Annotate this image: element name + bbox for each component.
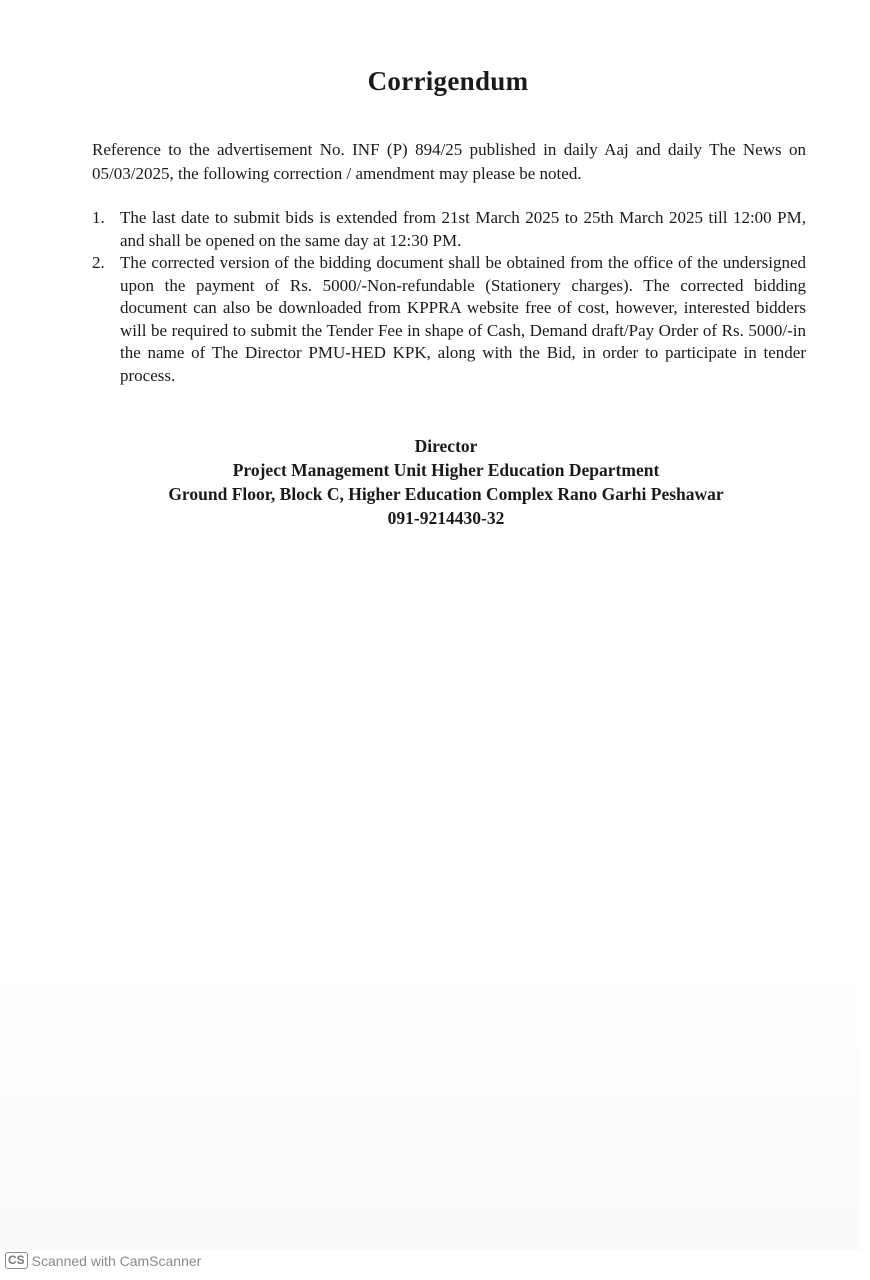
scanner-watermark — [5, 1252, 201, 1269]
list-item — [92, 207, 806, 252]
list-item-text: The corrected version of the bidding document shall be obtained from the office of the undersigned upon the payment of Rs. 5000/-Non-refundable (Stationery charges). The corrected bidding document can also be downloaded from KPPRA website free of cost, however, interested bidders will be required to submit the Tender Fee in shape of Cash, Demand draft/Pay Order of Rs. 5000/-in the name of The Director PMU-HED KPK, along with the Bid, in order to participate in tender process. — [120, 253, 806, 385]
list-item-text: The last date to submit bids is extended from 21st March 2025 to 25th March 2025 till 12:00 PM, and shall be opened on the same day at 12:30 PM. — [120, 208, 806, 250]
camscanner-logo-icon: CS — [5, 1252, 28, 1269]
page-title: Corrigendum — [367, 66, 529, 96]
scan-shadow — [0, 960, 860, 1250]
list-item — [92, 252, 806, 387]
scanner-text: Scanned with CamScanner — [31, 1252, 202, 1269]
signature-block — [0, 434, 870, 530]
signatory-phone: 091-9214430-32 — [387, 508, 505, 528]
reference-paragraph: Reference to the advertisement No. INF (P) 894/25 published in daily Aaj and daily The News on 05/03/2025, the following correction / amendment may please be noted. — [92, 140, 806, 183]
signatory-address: Ground Floor, Block C, Higher Education Complex Rano Garhi Peshawar — [168, 484, 724, 504]
list-item-number: 1. — [92, 208, 105, 227]
signatory-designation: Director — [414, 436, 478, 456]
corrections-list — [92, 207, 806, 387]
list-item-number: 2. — [92, 253, 105, 272]
signatory-unit: Project Management Unit Higher Education Department — [232, 460, 660, 480]
